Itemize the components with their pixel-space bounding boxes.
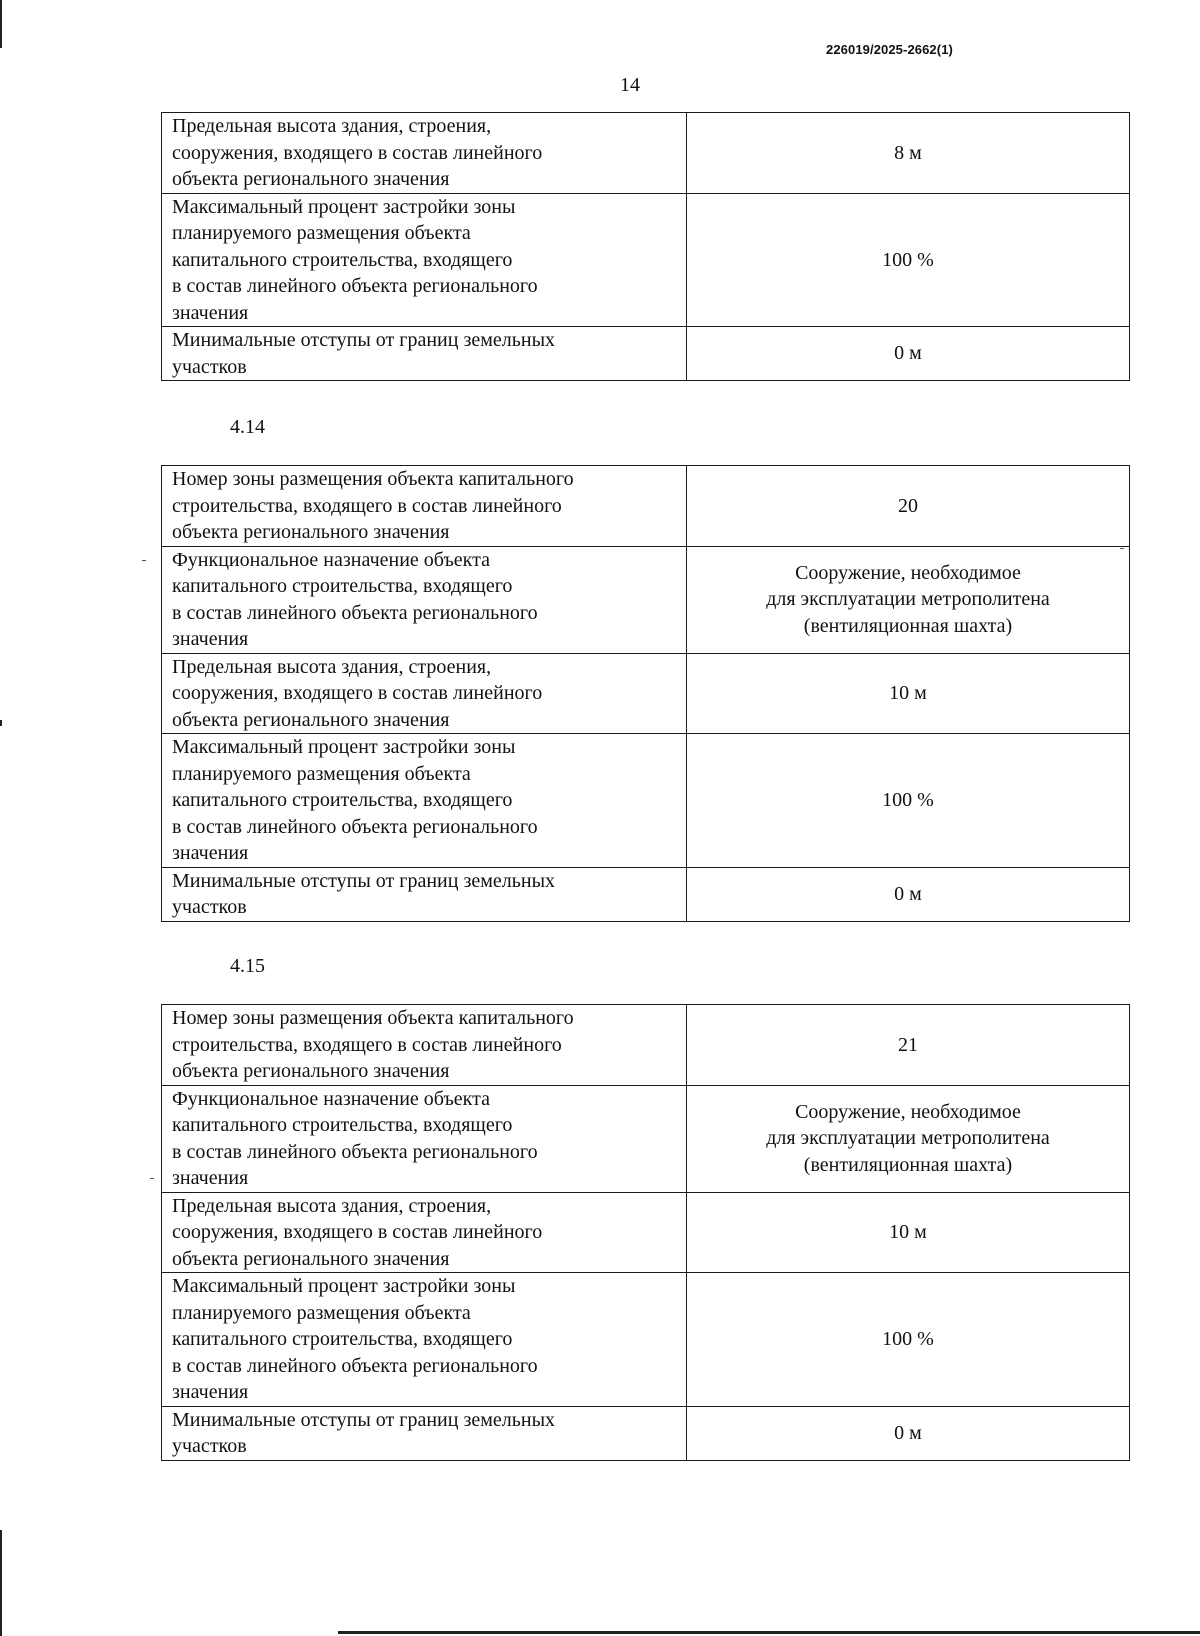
params-table-continued [161, 112, 1130, 381]
scan-left-edge [0, 0, 2, 1636]
row-value: 20 [687, 466, 1130, 547]
row-label: Функциональное назначение объекта капитального строительства, входящего в состав линейного объекта регионального значения [162, 1085, 687, 1192]
row-label: Максимальный процент застройки зоны планируемого размещения объекта капитального строительства, входящего в состав линейного объекта регионального значения [162, 734, 687, 868]
row-value: 0 м [687, 1406, 1130, 1460]
scan-bottom-line [338, 1631, 1200, 1634]
row-value: 21 [687, 1005, 1130, 1086]
row-value: 0 м [687, 327, 1130, 381]
row-label: Максимальный процент застройки зоны планируемого размещения объекта капитального строительства, входящего в состав линейного объекта регионального значения [162, 1273, 687, 1407]
scan-mark [150, 1178, 154, 1179]
params-table-4-15 [161, 1004, 1130, 1461]
row-label: Номер зоны размещения объекта капитального строительства, входящего в состав линейного объекта регионального значения [162, 1005, 687, 1086]
table-row [162, 466, 1130, 547]
row-label: Предельная высота здания, строения, сооружения, входящего в состав линейного объекта регионального значения [162, 653, 687, 734]
document-registration-number: 226019/2025-2662(1) [826, 42, 953, 57]
row-label: Минимальные отступы от границ земельных участков [162, 1406, 687, 1460]
table-row [162, 867, 1130, 921]
row-value: 10 м [687, 653, 1130, 734]
table-row [162, 653, 1130, 734]
row-value: 10 м [687, 1192, 1130, 1273]
table-row [162, 193, 1130, 327]
row-value: 0 м [687, 867, 1130, 921]
row-value: Сооружение, необходимое для эксплуатации метрополитена (вентиляционная шахта) [687, 546, 1130, 653]
row-value: Сооружение, необходимое для эксплуатации метрополитена (вентиляционная шахта) [687, 1085, 1130, 1192]
table-row [162, 113, 1130, 194]
row-label: Предельная высота здания, строения, сооружения, входящего в состав линейного объекта регионального значения [162, 1192, 687, 1273]
table-row [162, 1406, 1130, 1460]
row-label: Предельная высота здания, строения, сооружения, входящего в состав линейного объекта регионального значения [162, 113, 687, 194]
row-label: Функциональное назначение объекта капитального строительства, входящего в состав линейного объекта регионального значения [162, 546, 687, 653]
section-heading: 4.15 [230, 955, 265, 977]
table-row [162, 1085, 1130, 1192]
row-label: Минимальные отступы от границ земельных участков [162, 327, 687, 381]
params-table-4-14 [161, 465, 1130, 922]
row-value: 8 м [687, 113, 1130, 194]
row-label: Максимальный процент застройки зоны планируемого размещения объекта капитального строительства, входящего в состав линейного объекта регионального значения [162, 193, 687, 327]
row-value: 100 % [687, 193, 1130, 327]
row-label: Номер зоны размещения объекта капитального строительства, входящего в состав линейного объекта регионального значения [162, 466, 687, 547]
scan-mark [142, 560, 146, 561]
row-value: 100 % [687, 1273, 1130, 1407]
table-row [162, 546, 1130, 653]
table-row [162, 1192, 1130, 1273]
row-value: 100 % [687, 734, 1130, 868]
table-row [162, 1273, 1130, 1407]
table-row [162, 1005, 1130, 1086]
page-number: 14 [620, 74, 640, 96]
row-label: Минимальные отступы от границ земельных участков [162, 867, 687, 921]
section-heading: 4.14 [230, 416, 265, 438]
table-row [162, 734, 1130, 868]
scan-mark [1120, 548, 1124, 549]
table-row [162, 327, 1130, 381]
